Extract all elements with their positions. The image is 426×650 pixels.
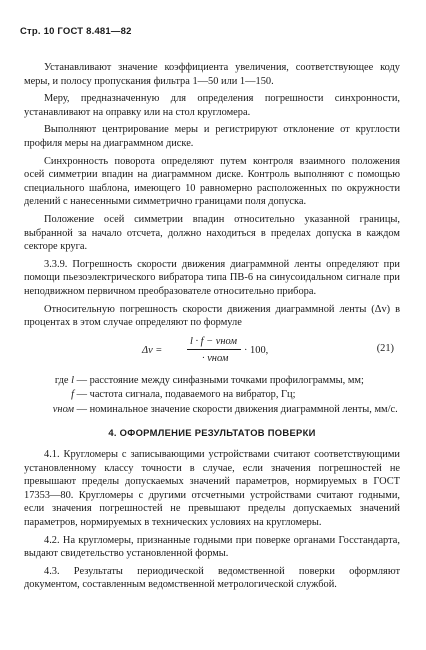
definition-symbol: vном: [52, 403, 74, 415]
definition-symbol: f: [71, 389, 74, 401]
definition-text: — расстояние между синфазными точками профилограммы, мм;: [76, 374, 364, 386]
paragraph: Меру, предназначенную для определения погрешности синхронности, устанавливают на оправку или на стол кругломера.: [24, 93, 400, 118]
page-header: Стр. 10 ГОСТ 8.481—82: [20, 26, 132, 37]
formula-number: (21): [376, 342, 394, 354]
section-title: 4. ОФОРМЛЕНИЕ РЕЗУЛЬТАТОВ ПОВЕРКИ: [108, 427, 316, 439]
formula-denominator: · vном: [202, 352, 229, 364]
formula-numerator: l · f − vном: [190, 335, 237, 347]
paragraph: 4.2. На кругломеры, признанные годными при поверке органами Госстандарта, выдают свидетельство установленной формы.: [24, 534, 400, 560]
paragraph: Положение осей симметрии впадин относительно указанной границы, выбранной за начало отсчета, должно находиться в пределах допуска в каждом секторе круга.: [24, 213, 400, 253]
definition-symbol: l: [71, 374, 74, 386]
paragraph: Относительную погрешность скорости движения диаграммной ленты (Δv) в процентах в этом случае определяют по формуле: [24, 303, 400, 329]
formula-21: [24, 334, 400, 368]
definition-lead: где: [54, 374, 69, 386]
fraction-bar: [187, 349, 241, 350]
document-body: [24, 61, 400, 596]
paragraph: 4.3. Результаты периодической ведомственной поверки оформляют документом, составленным ведомственной метрологической службой.: [24, 565, 400, 591]
definition-item: [24, 403, 400, 417]
paragraph: Устанавливают значение коэффициента увеличения, соответствующее коду меры, и полосу пропускания фильтра 1—50 или 1—150.: [24, 62, 400, 87]
paragraph: 3.3.9. Погрешность скорости движения диаграммной ленты определяют при помощи пьезоэлектрического вибратора типа ПВ-6 на синусоидальном сигнале при неподвижном первичном преобразователе относительно прибора.: [24, 258, 400, 297]
formula-lhs: Δv =: [142, 344, 163, 356]
definition-item: [24, 374, 400, 388]
paragraph: Выполняют центрирование меры и регистрируют отклонение от круглости профиля меры на диаграммном диске.: [24, 124, 400, 149]
definition-text: — частота сигнала, подаваемого на вибратор, Гц;: [76, 389, 296, 401]
paragraph: 4.1. Кругломеры с записывающими устройствами считают соответствующими установленному классу точности в случае, если значения погрешностей не превышают пределы допускаемых значений параметров, нормируемых в ГОСТ 17353—80. Кругломеры с другими отсчетными устройствами считают годными, если значения погрешностей не превышают пределы допускаемых значений параметров, нормируемых в технических условиях на кругломеры.: [24, 449, 400, 529]
formula-multiplier: · 100,: [244, 344, 269, 356]
paragraph: Синхронность поворота определяют путем контроля взаимного положения осей симметрии впадин на диаграммном диске. Контроль выполняют с помощью специального шаблона, имеющего 10 равномерно расположенных по окружности делений с нанесенными симметрично границами поля допуска.: [24, 155, 400, 208]
definition-item: [24, 388, 400, 402]
definition-text: — номинальное значение скорости движения диаграммной ленты, мм/с.: [76, 403, 398, 415]
